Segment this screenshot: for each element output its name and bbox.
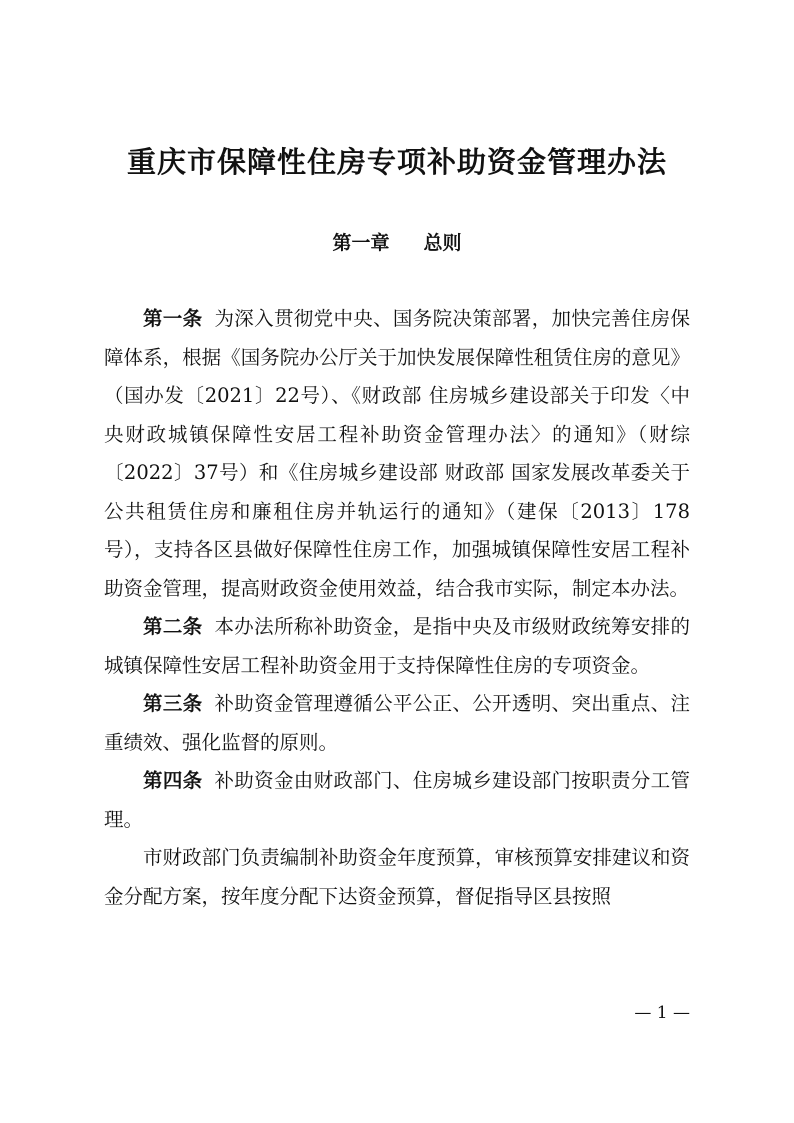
document-title: 重庆市保障性住房专项补助资金管理办法	[126, 145, 667, 179]
page-number: — 1 —	[634, 1003, 690, 1023]
article-4	[104, 762, 690, 839]
document-body	[104, 300, 690, 916]
article-3	[104, 685, 690, 762]
body-paragraph: 市财政部门负责编制补助资金年度预算，审核预算安排建议和资金分配方案，按年度分配下达资金预算，督促指导区县按照	[104, 846, 690, 908]
article-label: 第四条	[143, 769, 203, 792]
article-label: 第三条	[143, 692, 203, 715]
article-2	[104, 608, 690, 685]
article-text: 补助资金由财政部门、住房城乡建设部门按职责分工管理。	[104, 769, 690, 831]
article-text: 补助资金管理遵循公平公正、公开透明、突出重点、注重绩效、强化监督的原则。	[104, 692, 690, 754]
article-label: 第二条	[143, 615, 203, 638]
article-1	[104, 300, 690, 608]
article-text: 为深入贯彻党中央、国务院决策部署，加快完善住房保障体系，根据《国务院办公厅关于加快发展保障性租赁住房的意见》（国办发〔2021〕22号）、《财政部 住房城乡建设部关于印发〈中央财政城镇保障性安居工程补助资金管理办法〉的通知》（财综〔2022〕37号）和《住房城乡建设部 财政部 国家发展改革委关于公共租赁住房和廉租住房并轨运行的通知》（建保〔2013〕178号），支持各区县做好保障性住房工作，加强城镇保障性安居工程补助资金管理，提高财政资金使用效益，结合我市实际，制定本办法。	[104, 307, 690, 600]
chapter-heading	[0, 228, 794, 255]
chapter-number: 第一章	[332, 232, 390, 254]
chapter-name: 总则	[423, 232, 462, 254]
article-text: 本办法所称补助资金，是指中央及市级财政统筹安排的城镇保障性安居工程补助资金用于支持保障性住房的专项资金。	[104, 615, 690, 677]
article-label: 第一条	[143, 307, 203, 330]
